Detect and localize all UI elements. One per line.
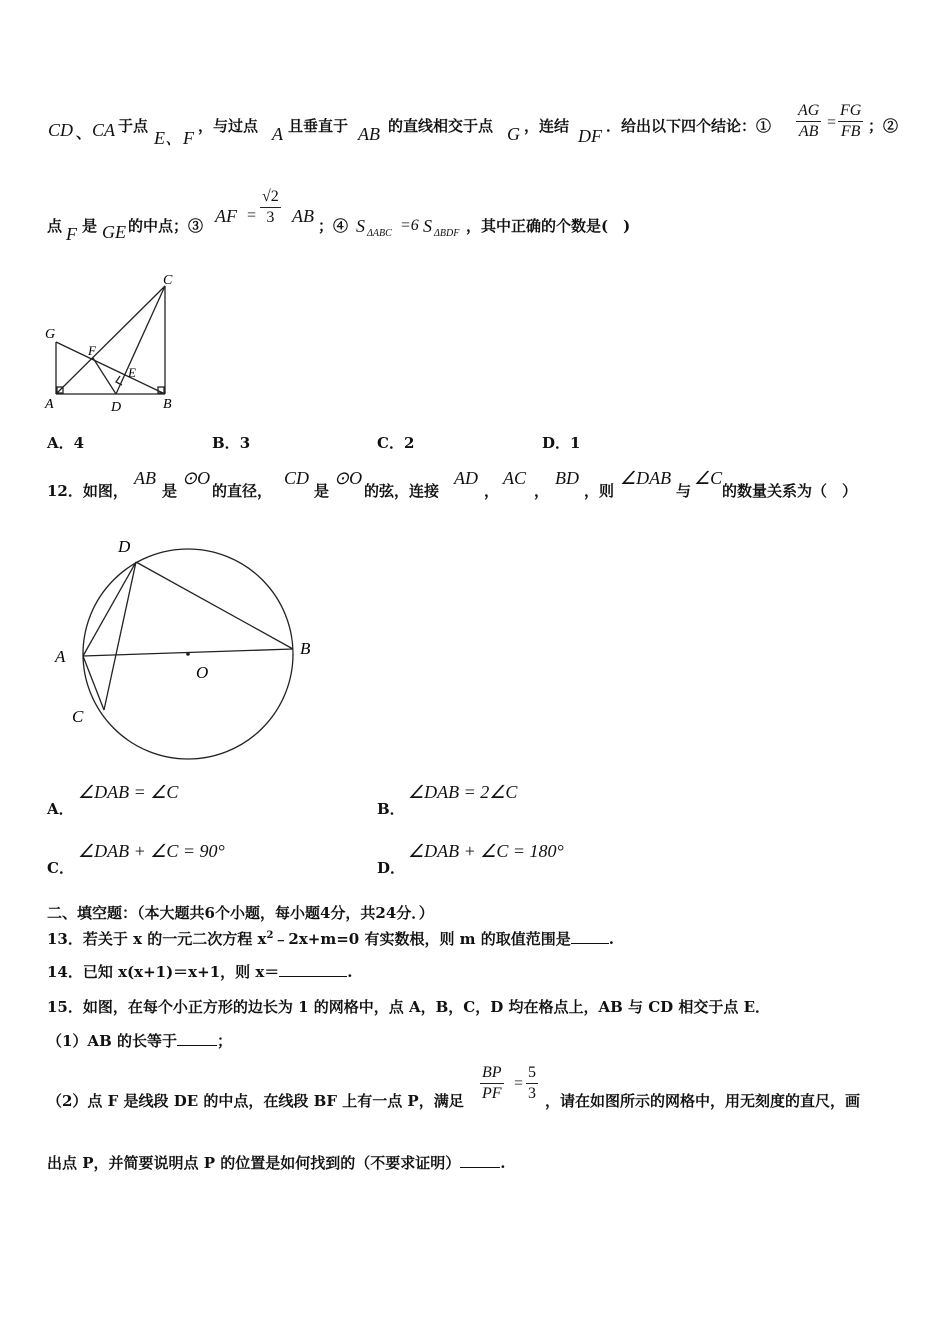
- text-sep: 、: [76, 124, 92, 142]
- label-b: B: [163, 397, 172, 412]
- q11-figure: [38, 268, 188, 418]
- math-g: G: [507, 124, 520, 144]
- text: 的弦，连接: [364, 482, 440, 500]
- q13-end: .: [608, 930, 615, 948]
- label-e: E: [128, 365, 136, 380]
- question-15-part-1: [47, 1030, 232, 1051]
- comma: ，: [534, 482, 550, 500]
- option-letter: C．: [377, 434, 404, 452]
- option-letter: B．: [212, 434, 240, 452]
- math-angle-c: ∠C: [694, 468, 723, 488]
- math-s: S: [356, 216, 365, 236]
- fraction-bar: [526, 1083, 538, 1084]
- fraction-sqrt2-3: [260, 188, 281, 227]
- option-a-letter: A．: [47, 800, 74, 818]
- math-ef: E、F: [154, 128, 194, 148]
- option-d: [542, 432, 580, 453]
- math-af: AF: [215, 206, 237, 226]
- text: ；④: [318, 217, 349, 235]
- fraction-bar: [260, 207, 281, 208]
- label-a: A: [45, 397, 54, 412]
- math-ad: AD: [454, 468, 478, 488]
- option-b: [212, 432, 250, 453]
- option-value: 1: [570, 434, 581, 452]
- denominator: PF: [482, 1085, 502, 1102]
- text: 与: [676, 482, 692, 500]
- segment-db: [136, 562, 293, 649]
- text: 于点: [118, 117, 149, 135]
- equals: =: [826, 114, 837, 131]
- q13-text-pre: 13．若关于 x 的一元二次方程 x: [47, 930, 267, 948]
- q15-p1-text: （1）AB 的长等于: [47, 1032, 177, 1050]
- text: 的中点；③: [128, 217, 204, 235]
- math-ab: AB: [358, 124, 380, 144]
- math-ge: GE: [102, 222, 126, 242]
- fraction-ag-ab: [796, 102, 821, 141]
- text: 的数量关系为（ ）: [722, 482, 858, 500]
- option-c-expr: ∠DAB + ∠C = 90°: [78, 841, 225, 861]
- option-d-letter: D．: [377, 859, 406, 877]
- option-letter: A．: [47, 434, 74, 452]
- denominator: FB: [840, 123, 861, 140]
- segment-ac: [56, 286, 165, 394]
- q15-p2-text-post: ，请在如图所示的网格中，用无刻度的直尺，画: [545, 1092, 861, 1110]
- label-d: D: [111, 400, 122, 415]
- math-ab: AB: [134, 468, 156, 488]
- answer-blank: [571, 943, 609, 944]
- math-circle-o: ⊙O: [182, 468, 211, 488]
- q13-superscript: 2: [266, 930, 274, 941]
- segment-ac: [83, 656, 104, 710]
- math-bd: BD: [555, 468, 579, 488]
- numerator: FG: [840, 102, 862, 119]
- text: 点: [47, 217, 63, 235]
- option-letter: D．: [542, 434, 571, 452]
- text: 的直线相交于点: [388, 117, 494, 135]
- label-c: C: [163, 273, 173, 288]
- numerator: √2: [262, 188, 279, 205]
- answer-blank: [279, 976, 347, 977]
- fraction-bar: [480, 1083, 504, 1084]
- math-s: S: [423, 216, 432, 236]
- label-o: O: [196, 663, 209, 682]
- fraction-bp-pf: [480, 1064, 504, 1103]
- equals: =: [513, 1075, 524, 1092]
- comma: ，: [484, 482, 500, 500]
- text: ．给出以下四个结论：①: [606, 117, 772, 135]
- option-c: [377, 432, 414, 453]
- q13-text-post: ﹣2x+m=0 有实数根，则 m 的取值范围是: [273, 930, 571, 948]
- denominator: AB: [798, 123, 819, 140]
- answer-blank: [460, 1167, 500, 1168]
- equals-six: =6: [400, 217, 419, 234]
- fraction-bar: [838, 121, 863, 122]
- math-ca: CA: [92, 120, 116, 140]
- subscript: ΔBDF: [434, 228, 460, 239]
- answer-blank: [177, 1045, 217, 1046]
- label-f: F: [88, 343, 96, 358]
- label-a: A: [55, 647, 66, 666]
- segment-dc: [116, 286, 165, 394]
- math-ac: AC: [503, 468, 527, 488]
- math-df: DF: [578, 126, 602, 146]
- math-cd: CD: [284, 468, 310, 488]
- question-15-stem: 15．如图，在每个小正方形的边长为 1 的网格中，点 A，B，C，D 均在格点上，AB 与 CD 相交于点 E．: [47, 998, 771, 1016]
- math-angle-dab: ∠DAB: [620, 468, 672, 488]
- subscript: ΔABC: [367, 228, 392, 239]
- math-circle-o: ⊙O: [334, 468, 363, 488]
- denominator: 3: [266, 209, 275, 226]
- math-a: A: [272, 124, 283, 144]
- text: ；②: [868, 117, 899, 135]
- text: ，连结: [524, 117, 570, 135]
- numerator: AG: [798, 102, 820, 119]
- fraction-fg-fb: [838, 102, 863, 141]
- question-number: 12．如图，: [47, 482, 128, 500]
- option-c-letter: C．: [47, 859, 74, 877]
- option-a: [47, 432, 84, 453]
- option-b-letter: B．: [377, 800, 405, 818]
- label-d: D: [118, 537, 131, 556]
- option-value: 3: [239, 434, 251, 452]
- text: 的直径，: [212, 482, 273, 500]
- segment-fd: [93, 358, 116, 394]
- fraction-bar: [796, 121, 821, 122]
- question-14: [47, 961, 353, 982]
- label-c: C: [72, 707, 84, 726]
- text: 是: [314, 482, 330, 500]
- q15-p1-end: ；: [216, 1032, 232, 1050]
- text: ，则: [584, 482, 615, 500]
- q15-p3-end: .: [500, 1154, 506, 1172]
- math-f: F: [66, 224, 77, 244]
- option-b-expr: ∠DAB = 2∠C: [408, 782, 518, 802]
- fraction-5-3: [526, 1064, 538, 1103]
- q15-p2-text: （2）点 F 是线段 DE 的中点，在线段 BF 上有一点 P，满足: [47, 1092, 464, 1110]
- option-value: 4: [73, 434, 85, 452]
- question-15-part-2-cont: [47, 1152, 505, 1173]
- label-b: B: [300, 639, 311, 658]
- numerator: BP: [482, 1064, 502, 1081]
- section-heading: 二、填空题：（本大题共6个小题，每小题4分，共24分．）: [47, 904, 434, 922]
- text: ，与过点: [198, 117, 259, 135]
- question-13: [47, 928, 614, 949]
- math-ab: AB: [292, 206, 314, 226]
- text: 是: [162, 482, 178, 500]
- q14-end: .: [347, 963, 353, 981]
- option-d-expr: ∠DAB + ∠C = 180°: [408, 841, 564, 861]
- text: 是: [82, 217, 98, 235]
- segment-da: [83, 562, 136, 656]
- text: ，其中正确的个数是( ): [466, 217, 631, 235]
- q12-figure: [50, 532, 330, 768]
- option-value: 2: [403, 434, 415, 452]
- denominator: 3: [528, 1085, 536, 1102]
- numerator: 5: [528, 1064, 536, 1081]
- q14-text: 14．已知 x(x+1)＝x+1，则 x＝: [47, 963, 280, 981]
- q15-p3-text: 出点 P，并简要说明点 P 的位置是如何找到的（不要求证明）: [47, 1154, 461, 1172]
- equals: =: [246, 207, 257, 224]
- center-point: [186, 652, 190, 656]
- math-cd: CD: [48, 120, 74, 140]
- text: 且垂直于: [288, 117, 349, 135]
- option-a-expr: ∠DAB = ∠C: [78, 782, 179, 802]
- label-g: G: [45, 327, 56, 342]
